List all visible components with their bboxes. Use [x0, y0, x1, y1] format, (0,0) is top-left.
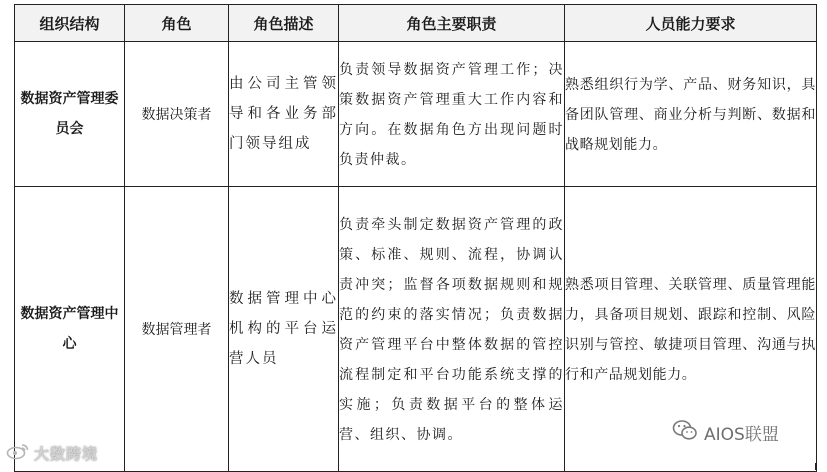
role-cell: 数据决策者: [125, 42, 229, 187]
watermark-right-text: AIOS联盟: [704, 424, 779, 445]
ability-cell: 熟悉组织行为学、产品、财务知识，具备团队管理、商业分析与判断、数据和战略规划能力。: [565, 42, 817, 187]
weibo-logo-icon: [6, 442, 30, 464]
wechat-account-watermark: [672, 419, 779, 445]
header-desc: 角色描述: [229, 5, 339, 42]
role-desc-cell: 数据管理中心机构的平台运营人员: [229, 187, 339, 472]
table-row: [15, 42, 817, 187]
org-cell: 数据资产管理委员会: [15, 42, 125, 187]
wechat-logo-icon: [672, 419, 698, 446]
ability-cell: 熟悉项目管理、关联管理、质量管理能力，具备项目规划、跟踪和控制、风险识别与管控、敏捷项目管理、沟通与执行和产品规划能力。: [565, 187, 817, 472]
header-role: 角色: [125, 5, 229, 42]
role-table: [14, 4, 817, 472]
duty-cell: 负责领导数据资产管理工作；决策数据资产管理重大工作内容和方向。在数据角色方出现问题时负责仲裁。: [339, 42, 565, 187]
table-continuation-edge: [14, 463, 816, 470]
table-header-row: [15, 5, 817, 42]
header-duty: 角色主要职责: [339, 5, 565, 42]
role-cell: 数据管理者: [125, 187, 229, 472]
org-cell: 数据资产管理中心: [15, 187, 125, 472]
header-ability: 人员能力要求: [565, 5, 817, 42]
source-watermark: [6, 440, 98, 466]
header-org: 组织结构: [15, 5, 125, 42]
role-desc-cell: 由公司主管领导和各业务部门领导组成: [229, 42, 339, 187]
duty-cell: 负责牵头制定数据资产管理的政策、标准、规则、流程，协调认责冲突；监督各项数据规则和规范的约束的落实情况；负责数据资产管理平台中整体数据的管控流程制定和平台功能系统支撑的实施；负责数据平台的整体运营、组织、协调。: [339, 187, 565, 472]
watermark-left-text: 大数跨境: [34, 444, 99, 463]
